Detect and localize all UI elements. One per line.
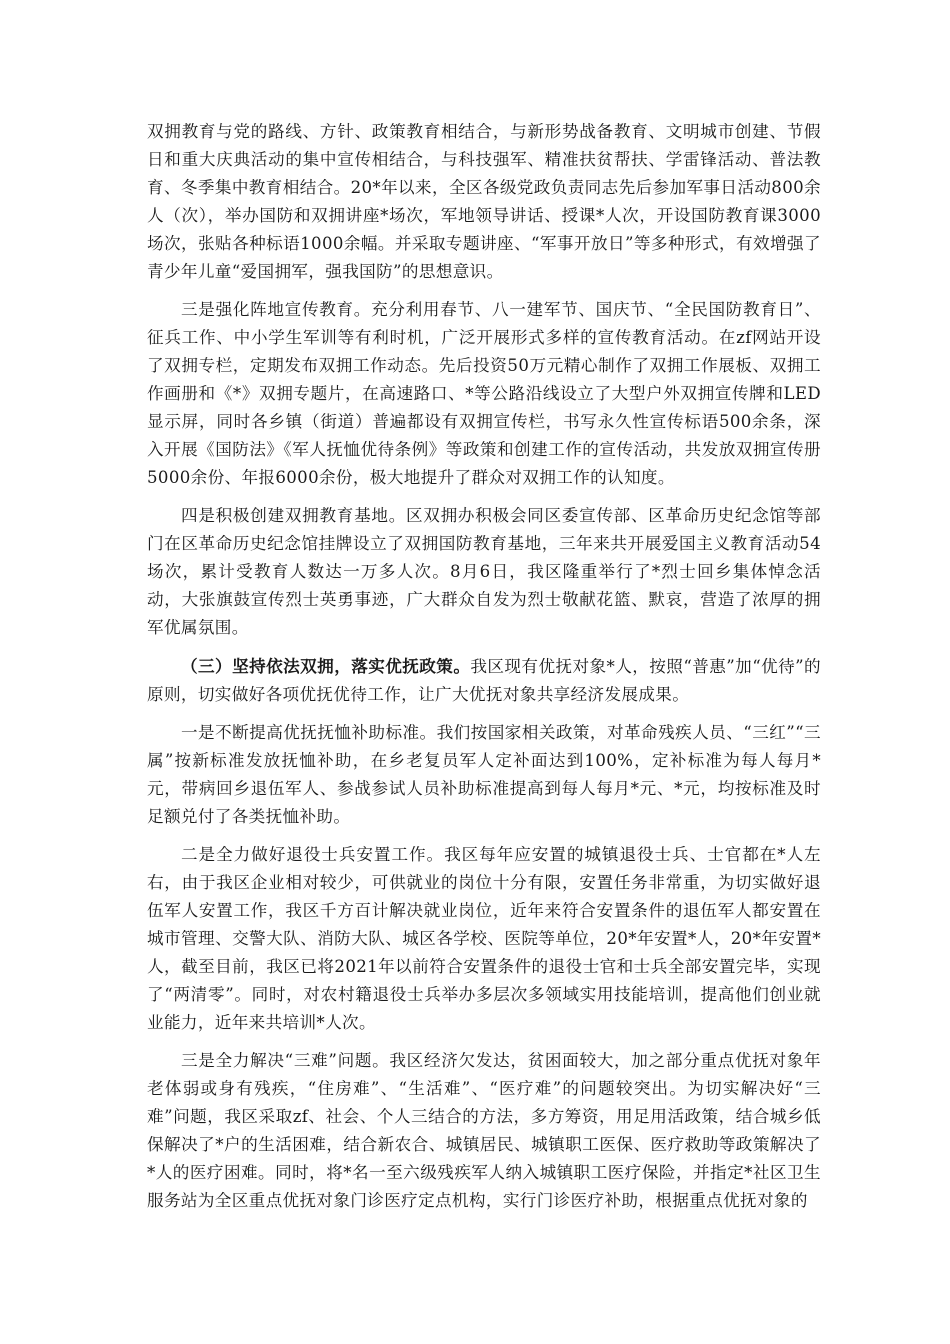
- paragraph-5: 一是不断提高优抚抚恤补助标准。我们按国家相关政策，对革命残疾人员、“三红”“三属”按新标准发放抚恤补助，在乡老复员军人定补面达到100%，定补标准为每人每月*元，带病回乡退伍军人、参战参试人员补助标准提高到每人每月*元、*元，均按标准及时足额兑付了各类抚恤补助。: [147, 723, 821, 826]
- paragraph-4: [147, 652, 821, 709]
- paragraph-7: 三是全力解决“三难”问题。我区经济欠发达，贫困面较大，加之部分重点优抚对象年老体弱或身有残疾，“住房难”、“生活难”、“医疗难”的问题较突出。为切实解决好“三难”问题，我区采取zf、社会、个人三结合的方法，多方筹资，用足用活政策，结合城乡低保解决了*户的生活困难，结合新农合、城镇居民、城镇职工医保、医疗救助等政策解决了*人的医疗困难。同时，将*名一至六级残疾军人纳入城镇职工医疗保险，并指定*社区卫生服务站为全区重点优抚对象门诊医疗定点机构，实行门诊医疗补助，根据重点优抚对象的: [147, 1051, 821, 1210]
- paragraph-1: 双拥教育与党的路线、方针、政策教育相结合，与新形势战备教育、文明城市创建、节假日和重大庆典活动的集中宣传相结合，与科技强军、精准扶贫帮扶、学雷锋活动、普法教育、冬季集中教育相结合。20*年以来，全区各级党政负责同志先后参加军事日活动800余人（次），举办国防和双拥讲座*场次，军地领导讲话、授课*人次，开设国防教育课3000场次，张贴各种标语1000余幅。并采取专题讲座、“军事开放日”等多种形式，有效增强了青少年儿童“爱国拥军，强我国防”的思想意识。: [147, 122, 821, 281]
- paragraph-3: 四是积极创建双拥教育基地。区双拥办积极会同区委宣传部、区革命历史纪念馆等部门在区革命历史纪念馆挂牌设立了双拥国防教育基地，三年来共开展爱国主义教育活动54场次，累计受教育人数达一万多人次。8月6日，我区隆重举行了*烈士回乡集体悼念活动，大张旗鼓宣传烈士英勇事迹，广大群众自发为烈士敬献花篮、默哀，营造了浓厚的拥军优属氛围。: [147, 506, 821, 637]
- paragraph-4-body: 我区现有优抚对象*人，按照“普惠”加“优待”的原则，切实做好各项优抚优待工作，让广大优抚对象共享经济发展成果。: [147, 657, 822, 704]
- document-page: [147, 118, 821, 1215]
- paragraph-6: 二是全力做好退役士兵安置工作。我区每年应安置的城镇退役士兵、士官都在*人左右，由于我区企业相对较少，可供就业的岗位十分有限，安置任务非常重，为切实做好退伍军人安置工作，我区千方百计解决就业岗位，近年来符合安置条件的退伍军人都安置在城市管理、交警大队、消防大队、城区各学校、医院等单位，20*年安置*人，20*年安置*人，截至目前，我区已将2021年以前符合安置条件的退役士官和士兵全部安置完毕，实现了“两清零”。同时，对农村籍退役士兵举办多层次多领域实用技能培训，提高他们创业就业能力，近年来共培训*人次。: [147, 845, 821, 1032]
- section-heading: （三）坚持依法双拥，落实优抚政策。: [181, 656, 471, 676]
- paragraph-2: 三是强化阵地宣传教育。充分利用春节、八一建军节、国庆节、“全民国防教育日”、征兵工作、中小学生军训等有利时机，广泛开展形式多样的宣传教育活动。在zf网站开设了双拥专栏，定期发布双拥工作动态。先后投资50万元精心制作了双拥工作展板、双拥工作画册和《*》双拥专题片，在高速路口、*等公路沿线设立了大型户外双拥宣传牌和LED显示屏，同时各乡镇（街道）普遍都设有双拥宣传栏，书写永久性宣传标语500余条，深入开展《国防法》《军人抚恤优待条例》等政策和创建工作的宣传活动，共发放双拥宣传册5000余份、年报6000余份，极大地提升了群众对双拥工作的认知度。: [147, 300, 821, 487]
